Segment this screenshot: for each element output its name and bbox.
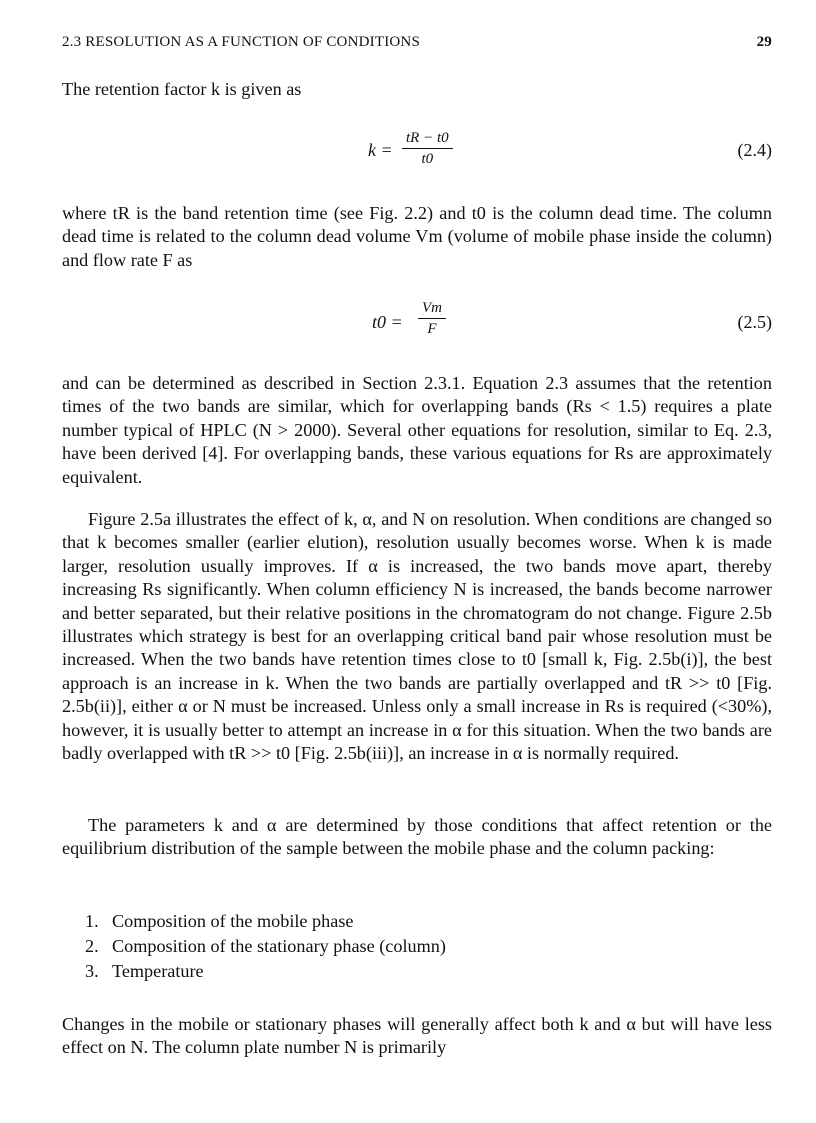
equation-number: (2.5) [737,312,772,332]
list-item [85,934,765,959]
equation-2-5 [62,300,772,360]
list-item-number: 3. [85,961,99,981]
conditions-list [85,909,765,984]
paragraph: Changes in the mobile or stationary phases will generally affect both k and α but will have less effect on N. The column plate number N is primarily [62,1014,772,1058]
paragraph: Figure 2.5a illustrates the effect of k, α, and N on resolution. When conditions are changed so that k becomes smaller (earlier elution), resolution usually becomes worse. When k is made larger, resolution usually improves. If α is increased, the two bands move apart, thereby increasing Rs significantly. When column efficiency N is increased, the bands become narrower and better separated, but their relative positions in the chromatogram do not change. Figure 2.5b illustrates which strategy is best for an overlapping critical band pair whose resolution must be increased. When the two bands have retention times close to t0 [small k, Fig. 2.5b(i)], the best approach is an increase in k. When the two bands are partially overlapped and tR >> t0 [Fig. 2.5b(ii)], either α or N must be increased. Unless only a small increase in Rs is required (<30%), however, it is usually better to attempt an increase in α for this situation. When the two bands are badly overlapped with tR >> t0 [Fig. 2.5b(iii)], an increase in α is normally required. [62,509,772,764]
fraction-numerator: Vm [418,300,446,319]
fraction-denominator: t0 [421,151,434,167]
equation-number: (2.4) [737,140,772,160]
paragraph: where tR is the band retention time (see Fig. 2.2) and t0 is the column dead time. The column dead time is related to the column dead volume Vm (volume of mobile phase inside the column) and flow rate F as [62,203,772,270]
equation-2-4 [62,130,772,190]
intro-sentence: The retention factor k is given as [62,79,302,99]
fraction-numerator: tR − t0 [402,130,453,149]
list-item-number: 1. [85,911,99,931]
fraction [418,300,446,338]
list-item-text: Composition of the stationary phase (column) [112,936,446,956]
paragraph: The parameters k and α are determined by those conditions that affect retention or the equilibrium distribution of the sample between the mobile phase and the column packing: [62,815,772,859]
equation-lhs: k = [368,140,393,160]
equation-lhs: t0 = [372,312,403,332]
section-title: 2.3 RESOLUTION AS A FUNCTION OF CONDITIONS [62,34,421,50]
paragraph: and can be determined as described in Section 2.3.1. Equation 2.3 assumes that the retention times of the two bands are similar, which for overlapping bands (Rs < 1.5) requires a plate number typical of HPLC (N > 2000). Several other equations for resolution, similar to Eq. 2.3, have been derived [4]. For overlapping bands, these various equations for Rs are approximately equivalent. [62,373,772,487]
list-item-text: Composition of the mobile phase [112,911,354,931]
list-item-number: 2. [85,936,99,956]
list-item [85,959,765,984]
page-number: 29 [756,34,772,50]
list-item [85,909,765,934]
fraction-denominator: F [427,321,437,337]
fraction [402,130,453,168]
list-item-text: Temperature [112,961,204,981]
